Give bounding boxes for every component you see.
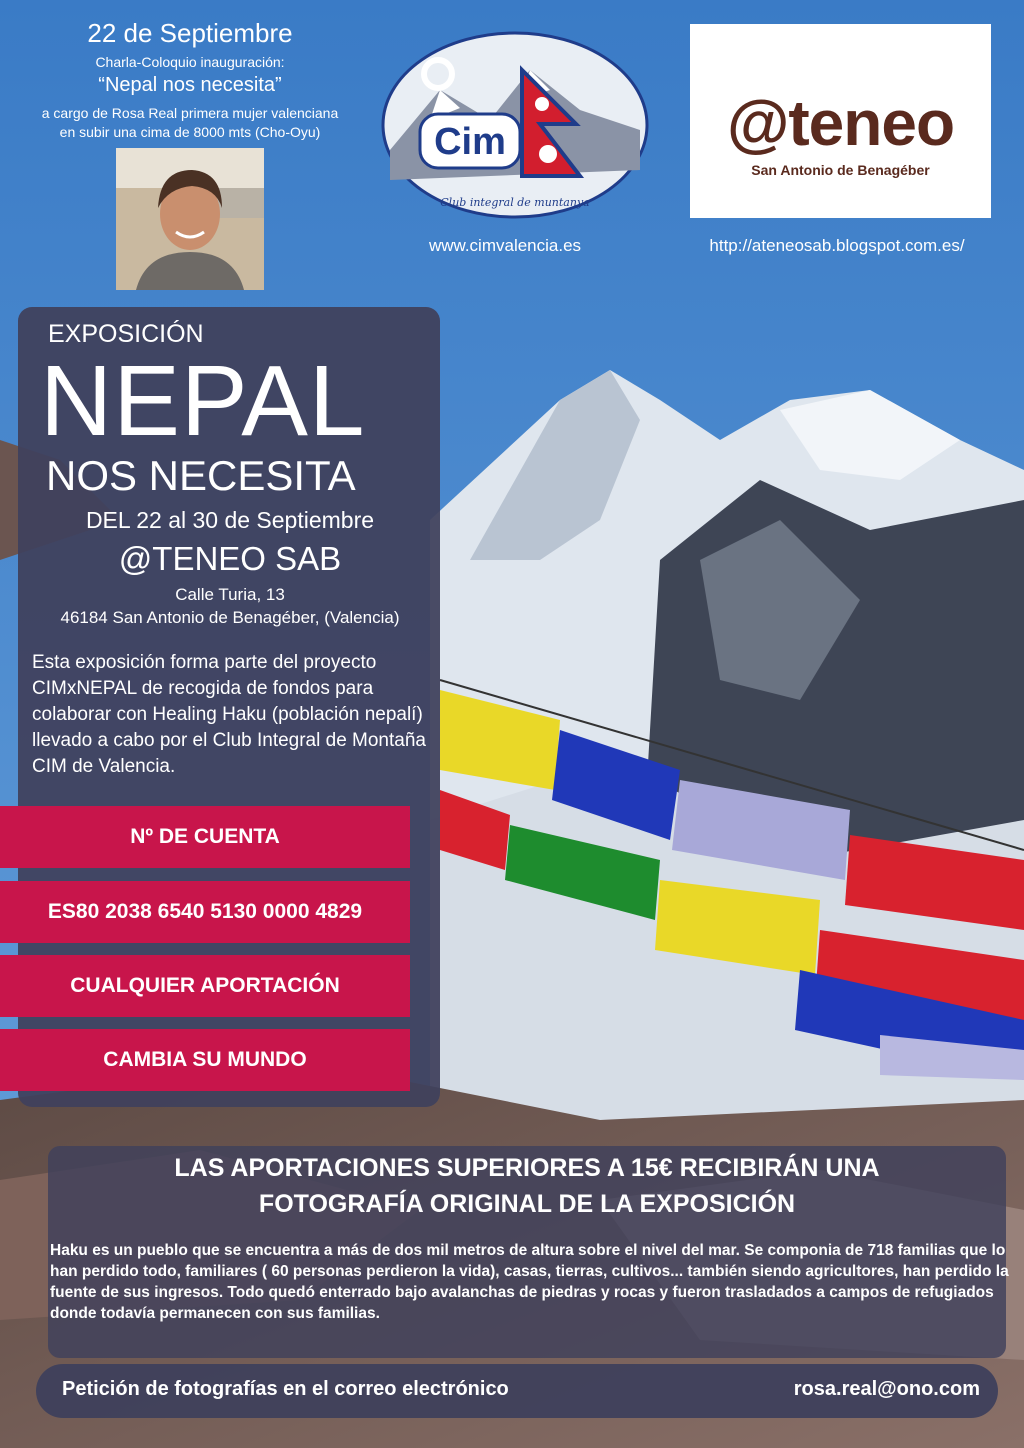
contact-email-link[interactable]: rosa.real@ono.com [793,1378,980,1400]
offer-line2: FOTOGRAFÍA ORIGINAL DE LA EXPOSICIÓN [258,1190,796,1218]
exhibition-dates: DEL 22 al 30 de Septiembre [85,507,375,533]
talk-type: Charla-Coloquio inauguración: [95,54,285,70]
photo-request-text: Petición de fotografías en el correo electrónico [62,1378,509,1400]
ateneo-logo [690,24,991,218]
exhibition-title: NEPAL [40,345,366,457]
slogan-line-1: CUALQUIER APORTACIÓN [70,974,340,997]
cim-url-link[interactable]: www.cimvalencia.es [428,236,582,255]
talk-title: “Nepal nos necesita” [98,74,282,96]
account-label: Nº DE CUENTA [130,825,280,848]
ateneo-url-link[interactable]: http://ateneosab.blogspot.com.es/ [709,236,965,255]
slogan-line-2: CAMBIA SU MUNDO [103,1048,307,1071]
speaker-photo [116,148,264,290]
talk-description-line1: a cargo de Rosa Real primera mujer valenciana [41,105,339,121]
offer-heading [48,1150,1006,1222]
slogan-bar-2 [0,1029,410,1091]
account-number-bar [0,881,410,943]
cim-logo [380,30,650,220]
offer-line1: LAS APORTACIONES SUPERIORES A 15€ RECIBIRÁN UNA [174,1154,880,1182]
project-description: Esta exposición forma parte del proyecto CIMxNEPAL de recogida de fondos para colaborar con Healing Haku (población nepalí) llevado a cabo por el Club Integral de Montaña CIM de Valencia. [32,652,426,777]
venue-name: @TENEO SAB [118,540,342,577]
cim-logo-subtitle: Club integral de muntanya [440,196,590,209]
slogan-bar-1 [0,955,410,1017]
talk-date: 22 de Septiembre [87,18,293,48]
venue-city: 46184 San Antonio de Benagéber, (Valencia) [60,608,400,627]
account-number: ES80 2038 6540 5130 0000 4829 [47,900,363,923]
cim-logo-text: Cim [434,121,506,163]
account-label-bar [0,806,410,868]
ateneo-logo-word: @teneo [726,87,955,159]
haku-description: Haku es un pueblo que se encuentra a más de dos mil metros de altura sobre el nivel del mar. Se componia de 718 familias que lo han perdido todo, familiares ( 60 personas perdieron la vida), casas, tierras, cultivos... también siendo agricultores, han perdido la fuente de sus ingresos. Todo quedó enterrado bajo avalanchas de piedras y rocas y fueron trasladados a campos de refugiados donde todavía permanecen con sus familias. [50,1242,1009,1322]
talk-description [10,104,370,142]
talk-description-line2: en subir una cima de 8000 mts (Cho-Oyu) [59,124,321,140]
exhibition-subtitle: NOS NECESITA [46,452,356,499]
exhibition-label: EXPOSICIÓN [48,320,204,348]
venue-street: Calle Turia, 13 [175,585,285,604]
ateneo-logo-subtitle: San Antonio de Benagéber [751,162,930,178]
